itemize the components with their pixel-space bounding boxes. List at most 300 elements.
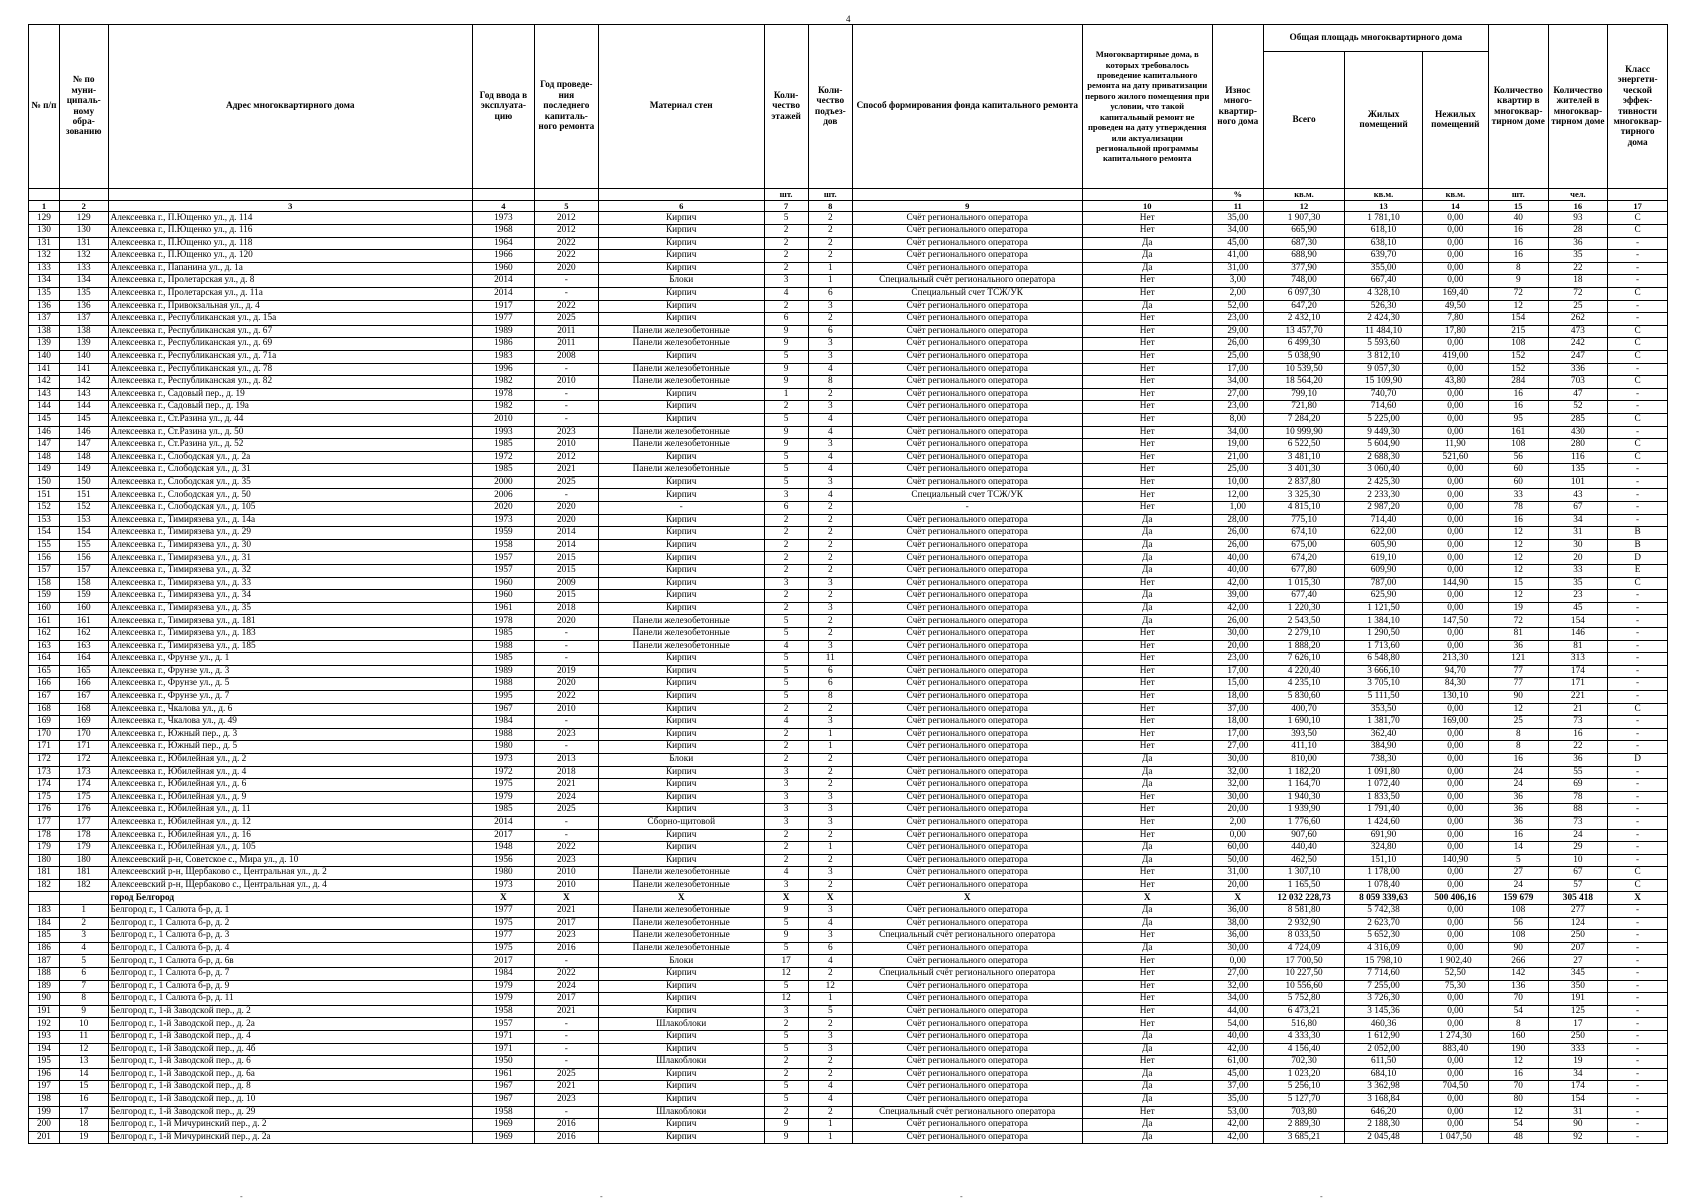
cell-residents: 154 <box>1548 1093 1608 1106</box>
cell-address: Алексеевка г., Тимирязева ул., д. 29 <box>108 527 472 540</box>
cell-apartments: 9 <box>1488 275 1548 288</box>
cell-address: Алексеевка г., Тимирязева ул., д. 14а <box>108 514 472 527</box>
cell-repair-required: Нет <box>1082 426 1212 439</box>
cell-year-built: 1967 <box>472 1081 534 1094</box>
cell-repair-required: Да <box>1082 1081 1212 1094</box>
cell-entrances: 2 <box>808 313 852 326</box>
cell-repair-required: Да <box>1082 842 1212 855</box>
cell-address: Алексеевка г., Юбилейная ул., д. 6 <box>108 779 472 792</box>
cell-energy-class: - <box>1608 653 1668 666</box>
cell-fund-method: Счёт регионального оператора <box>852 703 1082 716</box>
cell-area-total: 4 156,40 <box>1263 1043 1345 1056</box>
cell-floors: 2 <box>764 590 808 603</box>
cell-municipal-num: 182 <box>59 879 108 892</box>
cell-floors: 3 <box>764 879 808 892</box>
cell-area-total: 1 940,30 <box>1263 791 1345 804</box>
cell-entrances: 2 <box>808 766 852 779</box>
cell-wall-material: Кирпич <box>598 514 764 527</box>
cell-wall-material: Панели железобетонные <box>598 942 764 955</box>
cell-area-nonliving: 0,00 <box>1422 413 1488 426</box>
cell-energy-class: - <box>1608 615 1668 628</box>
cell-area-total: 688,90 <box>1263 250 1345 263</box>
cell-area-nonliving: 0,00 <box>1422 741 1488 754</box>
cell-num: 185 <box>29 930 60 943</box>
cell-num: 144 <box>29 401 60 414</box>
cell-wear: 31,00 <box>1212 867 1263 880</box>
cell-fund-method: Счёт регионального оператора <box>852 905 1082 918</box>
cell-wear: 40,00 <box>1212 1031 1263 1044</box>
cell-num: 199 <box>29 1106 60 1119</box>
cell-area-nonliving: 140,90 <box>1422 854 1488 867</box>
cell-energy-class: - <box>1608 237 1668 250</box>
cell-residents: 67 <box>1548 502 1608 515</box>
cell-num: 170 <box>29 728 60 741</box>
cell-municipal-num: 175 <box>59 791 108 804</box>
cell-residents: 174 <box>1548 1081 1608 1094</box>
cell-municipal-num: 16 <box>59 1093 108 1106</box>
cell-address: Белгород г., 1-й Заводской пер., д. 8 <box>108 1081 472 1094</box>
cell-area-total: 647,20 <box>1263 300 1345 313</box>
cell-year-built: 1972 <box>472 451 534 464</box>
cell-wall-material: Кирпич <box>598 489 764 502</box>
cell-repair-required: Нет <box>1082 489 1212 502</box>
cell-municipal-num: 14 <box>59 1068 108 1081</box>
cell-energy-class: - <box>1608 426 1668 439</box>
cell-apartments: 12 <box>1488 300 1548 313</box>
cell-area-total: 721,80 <box>1263 401 1345 414</box>
cell-wear: 38,00 <box>1212 917 1263 930</box>
cell-area-nonliving: 0,00 <box>1422 275 1488 288</box>
cell-apartments: 12 <box>1488 527 1548 540</box>
cell-residents: 81 <box>1548 640 1608 653</box>
cell-entrances: 4 <box>808 1093 852 1106</box>
cell-num: 188 <box>29 968 60 981</box>
table-row <box>29 741 1668 754</box>
cell-address: Алексеевка г., П.Ющенко ул., д. 120 <box>108 250 472 263</box>
cell-address: Алексеевка г., П.Ющенко ул., д. 116 <box>108 225 472 238</box>
cell-year-built: 1961 <box>472 1068 534 1081</box>
cell-entrances: 2 <box>808 1056 852 1069</box>
cell-year-repair: 2011 <box>534 325 598 338</box>
cell-wear: 42,00 <box>1212 602 1263 615</box>
cell-num: 176 <box>29 804 60 817</box>
cell-area-total: 3 685,21 <box>1263 1131 1345 1144</box>
cell-municipal-num: 10 <box>59 1018 108 1031</box>
cell-municipal-num: 172 <box>59 753 108 766</box>
cell-area-nonliving: 1 902,40 <box>1422 955 1488 968</box>
cell-entrances: 3 <box>808 716 852 729</box>
cell-area-total: 5 830,60 <box>1263 690 1345 703</box>
cell-entrances: 3 <box>808 439 852 452</box>
cell-year-repair: 2023 <box>534 728 598 741</box>
cell-municipal-num: 138 <box>59 325 108 338</box>
cell-municipal-num: 174 <box>59 779 108 792</box>
cell-municipal-num: 151 <box>59 489 108 502</box>
colnum-residents: 16 <box>1548 201 1608 212</box>
cell-floors: 12 <box>764 993 808 1006</box>
cell-year-repair: 2020 <box>534 615 598 628</box>
cell-wear: 36,00 <box>1212 905 1263 918</box>
cell-year-built: X <box>472 892 534 905</box>
cell-residents: 34 <box>1548 1068 1608 1081</box>
cell-residents: 47 <box>1548 388 1608 401</box>
cell-num: 157 <box>29 565 60 578</box>
cell-year-repair: 2014 <box>534 527 598 540</box>
cell-area-nonliving: 0,00 <box>1422 212 1488 225</box>
cell-municipal-num: 17 <box>59 1106 108 1119</box>
cell-apartments: 159 679 <box>1488 892 1548 905</box>
cell-area-nonliving: 0,00 <box>1422 993 1488 1006</box>
cell-energy-class: C <box>1608 287 1668 300</box>
cell-address: Алексеевка г., Слободская ул., д. 31 <box>108 464 472 477</box>
cell-municipal-num: 6 <box>59 968 108 981</box>
cell-fund-method: Счёт регионального оператора <box>852 1131 1082 1144</box>
cell-floors: 2 <box>764 1056 808 1069</box>
cell-wall-material: Панели железобетонные <box>598 376 764 389</box>
cell-fund-method: Счёт регионального оператора <box>852 741 1082 754</box>
cell-area-total: 799,10 <box>1263 388 1345 401</box>
cell-repair-required: Да <box>1082 300 1212 313</box>
cell-repair-required: X <box>1082 892 1212 905</box>
cell-municipal-num: 157 <box>59 565 108 578</box>
cell-energy-class: C <box>1608 338 1668 351</box>
cell-num: 175 <box>29 791 60 804</box>
cell-num: 171 <box>29 741 60 754</box>
cell-energy-class: - <box>1608 829 1668 842</box>
cell-repair-required: Нет <box>1082 829 1212 842</box>
cell-area-living: 8 059 339,63 <box>1345 892 1422 905</box>
cell-num: 155 <box>29 539 60 552</box>
cell-residents: 22 <box>1548 741 1608 754</box>
cell-floors: 9 <box>764 363 808 376</box>
cell-area-nonliving: 17,80 <box>1422 325 1488 338</box>
cell-num <box>29 892 60 905</box>
cell-num: 189 <box>29 980 60 993</box>
cell-area-total: 674,20 <box>1263 552 1345 565</box>
cell-apartments: 78 <box>1488 502 1548 515</box>
cell-wear: 42,00 <box>1212 577 1263 590</box>
cell-residents: 18 <box>1548 275 1608 288</box>
cell-apartments: 56 <box>1488 917 1548 930</box>
cell-fund-method: Счёт регионального оператора <box>852 262 1082 275</box>
cell-area-nonliving: 0,00 <box>1422 942 1488 955</box>
cell-energy-class: - <box>1608 262 1668 275</box>
cell-apartments: 60 <box>1488 476 1548 489</box>
cell-apartments: 60 <box>1488 464 1548 477</box>
cell-entrances: 6 <box>808 665 852 678</box>
cell-area-living: 619,10 <box>1345 552 1422 565</box>
cell-wall-material: Блоки <box>598 753 764 766</box>
cell-wear: 42,00 <box>1212 1043 1263 1056</box>
cell-area-living: 1 424,60 <box>1345 816 1422 829</box>
colnum-wear: 11 <box>1212 201 1263 212</box>
cell-year-built: 1969 <box>472 1131 534 1144</box>
cell-year-repair: 2010 <box>534 879 598 892</box>
cell-area-nonliving: 0,00 <box>1422 1119 1488 1132</box>
cell-residents: 45 <box>1548 602 1608 615</box>
cell-municipal-num: 4 <box>59 942 108 955</box>
cell-entrances: 1 <box>808 262 852 275</box>
cell-year-built: 2017 <box>472 955 534 968</box>
cell-address: Алексеевка г., Слободская ул., д. 105 <box>108 502 472 515</box>
cell-wear: 39,00 <box>1212 590 1263 603</box>
table-row <box>29 791 1668 804</box>
cell-energy-class: - <box>1608 602 1668 615</box>
cell-municipal-num: 156 <box>59 552 108 565</box>
cell-repair-required: Нет <box>1082 690 1212 703</box>
cell-wear: 27,00 <box>1212 388 1263 401</box>
cell-area-living: 609,90 <box>1345 565 1422 578</box>
cell-num: 129 <box>29 212 60 225</box>
cell-wear: 12,00 <box>1212 489 1263 502</box>
cell-energy-class: - <box>1608 741 1668 754</box>
cell-num: 166 <box>29 678 60 691</box>
cell-energy-class: - <box>1608 464 1668 477</box>
cell-area-total: 10 556,60 <box>1263 980 1345 993</box>
cell-year-repair: 2023 <box>534 854 598 867</box>
cell-floors: 9 <box>764 325 808 338</box>
cell-num: 187 <box>29 955 60 968</box>
cell-repair-required: Нет <box>1082 287 1212 300</box>
cell-year-built: 1967 <box>472 1093 534 1106</box>
cell-wall-material: Панели железобетонные <box>598 867 764 880</box>
cell-municipal-num: 19 <box>59 1131 108 1144</box>
cell-wall-material: Кирпич <box>598 250 764 263</box>
table-row <box>29 262 1668 275</box>
cell-energy-class: - <box>1608 388 1668 401</box>
cell-wear: 34,00 <box>1212 426 1263 439</box>
cell-area-living: 1 290,50 <box>1345 628 1422 641</box>
cell-wall-material: Панели железобетонные <box>598 905 764 918</box>
cell-residents: 93 <box>1548 212 1608 225</box>
cell-wear: 54,00 <box>1212 1018 1263 1031</box>
table-row <box>29 653 1668 666</box>
cell-address: Алексеевка г., Тимирязева ул., д. 183 <box>108 628 472 641</box>
cell-year-repair: 2012 <box>534 212 598 225</box>
cell-fund-method: Счёт регионального оператора <box>852 716 1082 729</box>
table-row <box>29 829 1668 842</box>
cell-residents: 17 <box>1548 1018 1608 1031</box>
cell-address: Белгород г., 1 Салюта б-р, д. 3 <box>108 930 472 943</box>
cell-area-living: 526,30 <box>1345 300 1422 313</box>
cell-residents: 34 <box>1548 514 1608 527</box>
cell-wall-material: Кирпич <box>598 1081 764 1094</box>
table-row <box>29 955 1668 968</box>
cell-residents: 242 <box>1548 338 1608 351</box>
cell-entrances: 11 <box>808 653 852 666</box>
cell-entrances: 1 <box>808 275 852 288</box>
cell-address: Белгород г., 1 Салюта б-р, д. 4 <box>108 942 472 955</box>
cell-residents: 35 <box>1548 250 1608 263</box>
cell-wall-material: Кирпич <box>598 1031 764 1044</box>
cell-residents: 191 <box>1548 993 1608 1006</box>
cell-num: 201 <box>29 1131 60 1144</box>
table-row <box>29 565 1668 578</box>
cell-area-total: 1 307,10 <box>1263 867 1345 880</box>
cell-area-living: 738,30 <box>1345 753 1422 766</box>
unit-area-nonliving: кв.м. <box>1422 189 1488 201</box>
cell-floors: 5 <box>764 942 808 955</box>
cell-wear: 21,00 <box>1212 451 1263 464</box>
cell-year-built: 2014 <box>472 287 534 300</box>
cell-fund-method: Счёт регионального оператора <box>852 917 1082 930</box>
cell-entrances: 2 <box>808 628 852 641</box>
cell-energy-class: - <box>1608 1081 1668 1094</box>
cell-wall-material: Кирпич <box>598 968 764 981</box>
cell-address: Алексеевка г., П.Ющенко ул., д. 118 <box>108 237 472 250</box>
cell-fund-method: Счёт регионального оператора <box>852 514 1082 527</box>
cell-year-built: 1980 <box>472 867 534 880</box>
cell-energy-class: - <box>1608 1119 1668 1132</box>
cell-residents: 23 <box>1548 590 1608 603</box>
cell-energy-class: - <box>1608 665 1668 678</box>
cell-floors: 3 <box>764 766 808 779</box>
cell-year-built: 1977 <box>472 313 534 326</box>
cell-year-repair: - <box>534 741 598 754</box>
cell-residents: 135 <box>1548 464 1608 477</box>
cell-wear: 26,00 <box>1212 615 1263 628</box>
cell-area-total: 7 284,20 <box>1263 413 1345 426</box>
cell-floors: 3 <box>764 804 808 817</box>
cell-residents: 21 <box>1548 703 1608 716</box>
cell-address: Белгород г., 1-й Заводской пер., д. 6а <box>108 1068 472 1081</box>
table-row <box>29 766 1668 779</box>
cell-wall-material: Шлакоблоки <box>598 1106 764 1119</box>
cell-residents: 52 <box>1548 401 1608 414</box>
cell-fund-method: Счёт регионального оператора <box>852 212 1082 225</box>
table-row <box>29 489 1668 502</box>
cell-wear: 44,00 <box>1212 1005 1263 1018</box>
cell-apartments: 14 <box>1488 842 1548 855</box>
cell-address: Белгород г., 1 Салюта б-р, д. 9 <box>108 980 472 993</box>
cell-residents: 19 <box>1548 1056 1608 1069</box>
cell-area-living: 9 449,30 <box>1345 426 1422 439</box>
cell-area-nonliving: 213,30 <box>1422 653 1488 666</box>
cell-wear: 40,00 <box>1212 552 1263 565</box>
cell-year-repair: - <box>534 388 598 401</box>
cell-apartments: 25 <box>1488 716 1548 729</box>
cell-num: 132 <box>29 250 60 263</box>
header-repair-required: Многоквартирные дома, в которых требовалось проведение капитального ремонта на дату приватизации первого жилого помещения при условии, что такой капитальный ремонт не проведен на дату утверждения или актуализации региональной программы капитального ремонта <box>1082 25 1212 189</box>
cell-apartments: 70 <box>1488 993 1548 1006</box>
cell-address: Алексеевка г., Тимирязева ул., д. 30 <box>108 539 472 552</box>
cell-wear: 45,00 <box>1212 1068 1263 1081</box>
cell-fund-method: Счёт регионального оператора <box>852 376 1082 389</box>
colnum-floors: 7 <box>764 201 808 212</box>
cell-energy-class: - <box>1608 804 1668 817</box>
cell-wall-material: Блоки <box>598 955 764 968</box>
cell-municipal-num: 177 <box>59 816 108 829</box>
cell-residents: 703 <box>1548 376 1608 389</box>
cell-num: 148 <box>29 451 60 464</box>
cell-area-total: 393,50 <box>1263 728 1345 741</box>
cell-repair-required: Нет <box>1082 325 1212 338</box>
cell-apartments: 16 <box>1488 753 1548 766</box>
cell-area-total: 411,10 <box>1263 741 1345 754</box>
cell-repair-required: Да <box>1082 250 1212 263</box>
cell-wear: 35,00 <box>1212 212 1263 225</box>
cell-area-living: 714,60 <box>1345 401 1422 414</box>
cell-fund-method: Счёт регионального оператора <box>852 867 1082 880</box>
cell-fund-method: Счёт регионального оператора <box>852 1031 1082 1044</box>
cell-wall-material: Шлакоблоки <box>598 1056 764 1069</box>
cell-year-built: 1958 <box>472 1005 534 1018</box>
cell-area-living: 3 705,10 <box>1345 678 1422 691</box>
cell-repair-required: Да <box>1082 262 1212 275</box>
cell-municipal-num: 159 <box>59 590 108 603</box>
cell-year-repair: - <box>534 287 598 300</box>
cell-municipal-num: 7 <box>59 980 108 993</box>
cell-fund-method: Счёт регионального оператора <box>852 791 1082 804</box>
cell-area-living: 4 328,10 <box>1345 287 1422 300</box>
cell-wall-material: Кирпич <box>598 665 764 678</box>
cell-area-living: 618,10 <box>1345 225 1422 238</box>
cell-address: Белгород г., 1-й Заводской пер., д. 29 <box>108 1106 472 1119</box>
cell-repair-required: Нет <box>1082 1005 1212 1018</box>
cell-wall-material: Кирпич <box>598 212 764 225</box>
cell-floors: 3 <box>764 816 808 829</box>
cell-residents: 73 <box>1548 816 1608 829</box>
cell-residents: 124 <box>1548 917 1608 930</box>
cell-entrances: 4 <box>808 451 852 464</box>
cell-area-living: 684,10 <box>1345 1068 1422 1081</box>
cell-entrances: 2 <box>808 615 852 628</box>
table-row <box>29 287 1668 300</box>
cell-residents: 30 <box>1548 539 1608 552</box>
table-row <box>29 980 1668 993</box>
cell-area-living: 2 623,70 <box>1345 917 1422 930</box>
cell-fund-method: Счёт регионального оператора <box>852 237 1082 250</box>
cell-fund-method: Счёт регионального оператора <box>852 728 1082 741</box>
cell-repair-required: Нет <box>1082 728 1212 741</box>
cell-residents: 33 <box>1548 565 1608 578</box>
cell-area-total: 775,10 <box>1263 514 1345 527</box>
cell-num: 150 <box>29 476 60 489</box>
cell-area-total: 12 032 228,73 <box>1263 892 1345 905</box>
cell-energy-class: - <box>1608 1018 1668 1031</box>
cell-apartments: 12 <box>1488 1056 1548 1069</box>
cell-floors: 2 <box>764 514 808 527</box>
cell-apartments: 12 <box>1488 590 1548 603</box>
cell-area-total: 7 626,10 <box>1263 653 1345 666</box>
cell-area-living: 691,90 <box>1345 829 1422 842</box>
cell-year-repair: 2016 <box>534 942 598 955</box>
cell-fund-method: Счёт регионального оператора <box>852 451 1082 464</box>
cell-energy-class: C <box>1608 703 1668 716</box>
cell-area-nonliving: 84,30 <box>1422 678 1488 691</box>
cell-area-living: 5 652,30 <box>1345 930 1422 943</box>
cell-area-nonliving: 0,00 <box>1422 1106 1488 1119</box>
cell-repair-required: Нет <box>1082 879 1212 892</box>
cell-residents: 247 <box>1548 350 1608 363</box>
cell-fund-method: Счёт регионального оператора <box>852 753 1082 766</box>
cell-entrances: 8 <box>808 376 852 389</box>
cell-apartments: 70 <box>1488 1081 1548 1094</box>
cell-area-total: 4 235,10 <box>1263 678 1345 691</box>
cell-floors: 9 <box>764 905 808 918</box>
cell-year-built: 1979 <box>472 993 534 1006</box>
cell-energy-class: C <box>1608 325 1668 338</box>
cell-floors: 2 <box>764 741 808 754</box>
cell-wear: 60,00 <box>1212 842 1263 855</box>
cell-residents: 125 <box>1548 1005 1608 1018</box>
cell-year-repair: - <box>534 489 598 502</box>
cell-num: 154 <box>29 527 60 540</box>
cell-apartments: 108 <box>1488 338 1548 351</box>
cell-energy-class: - <box>1608 489 1668 502</box>
cell-repair-required: Нет <box>1082 476 1212 489</box>
cell-year-built: 1988 <box>472 640 534 653</box>
